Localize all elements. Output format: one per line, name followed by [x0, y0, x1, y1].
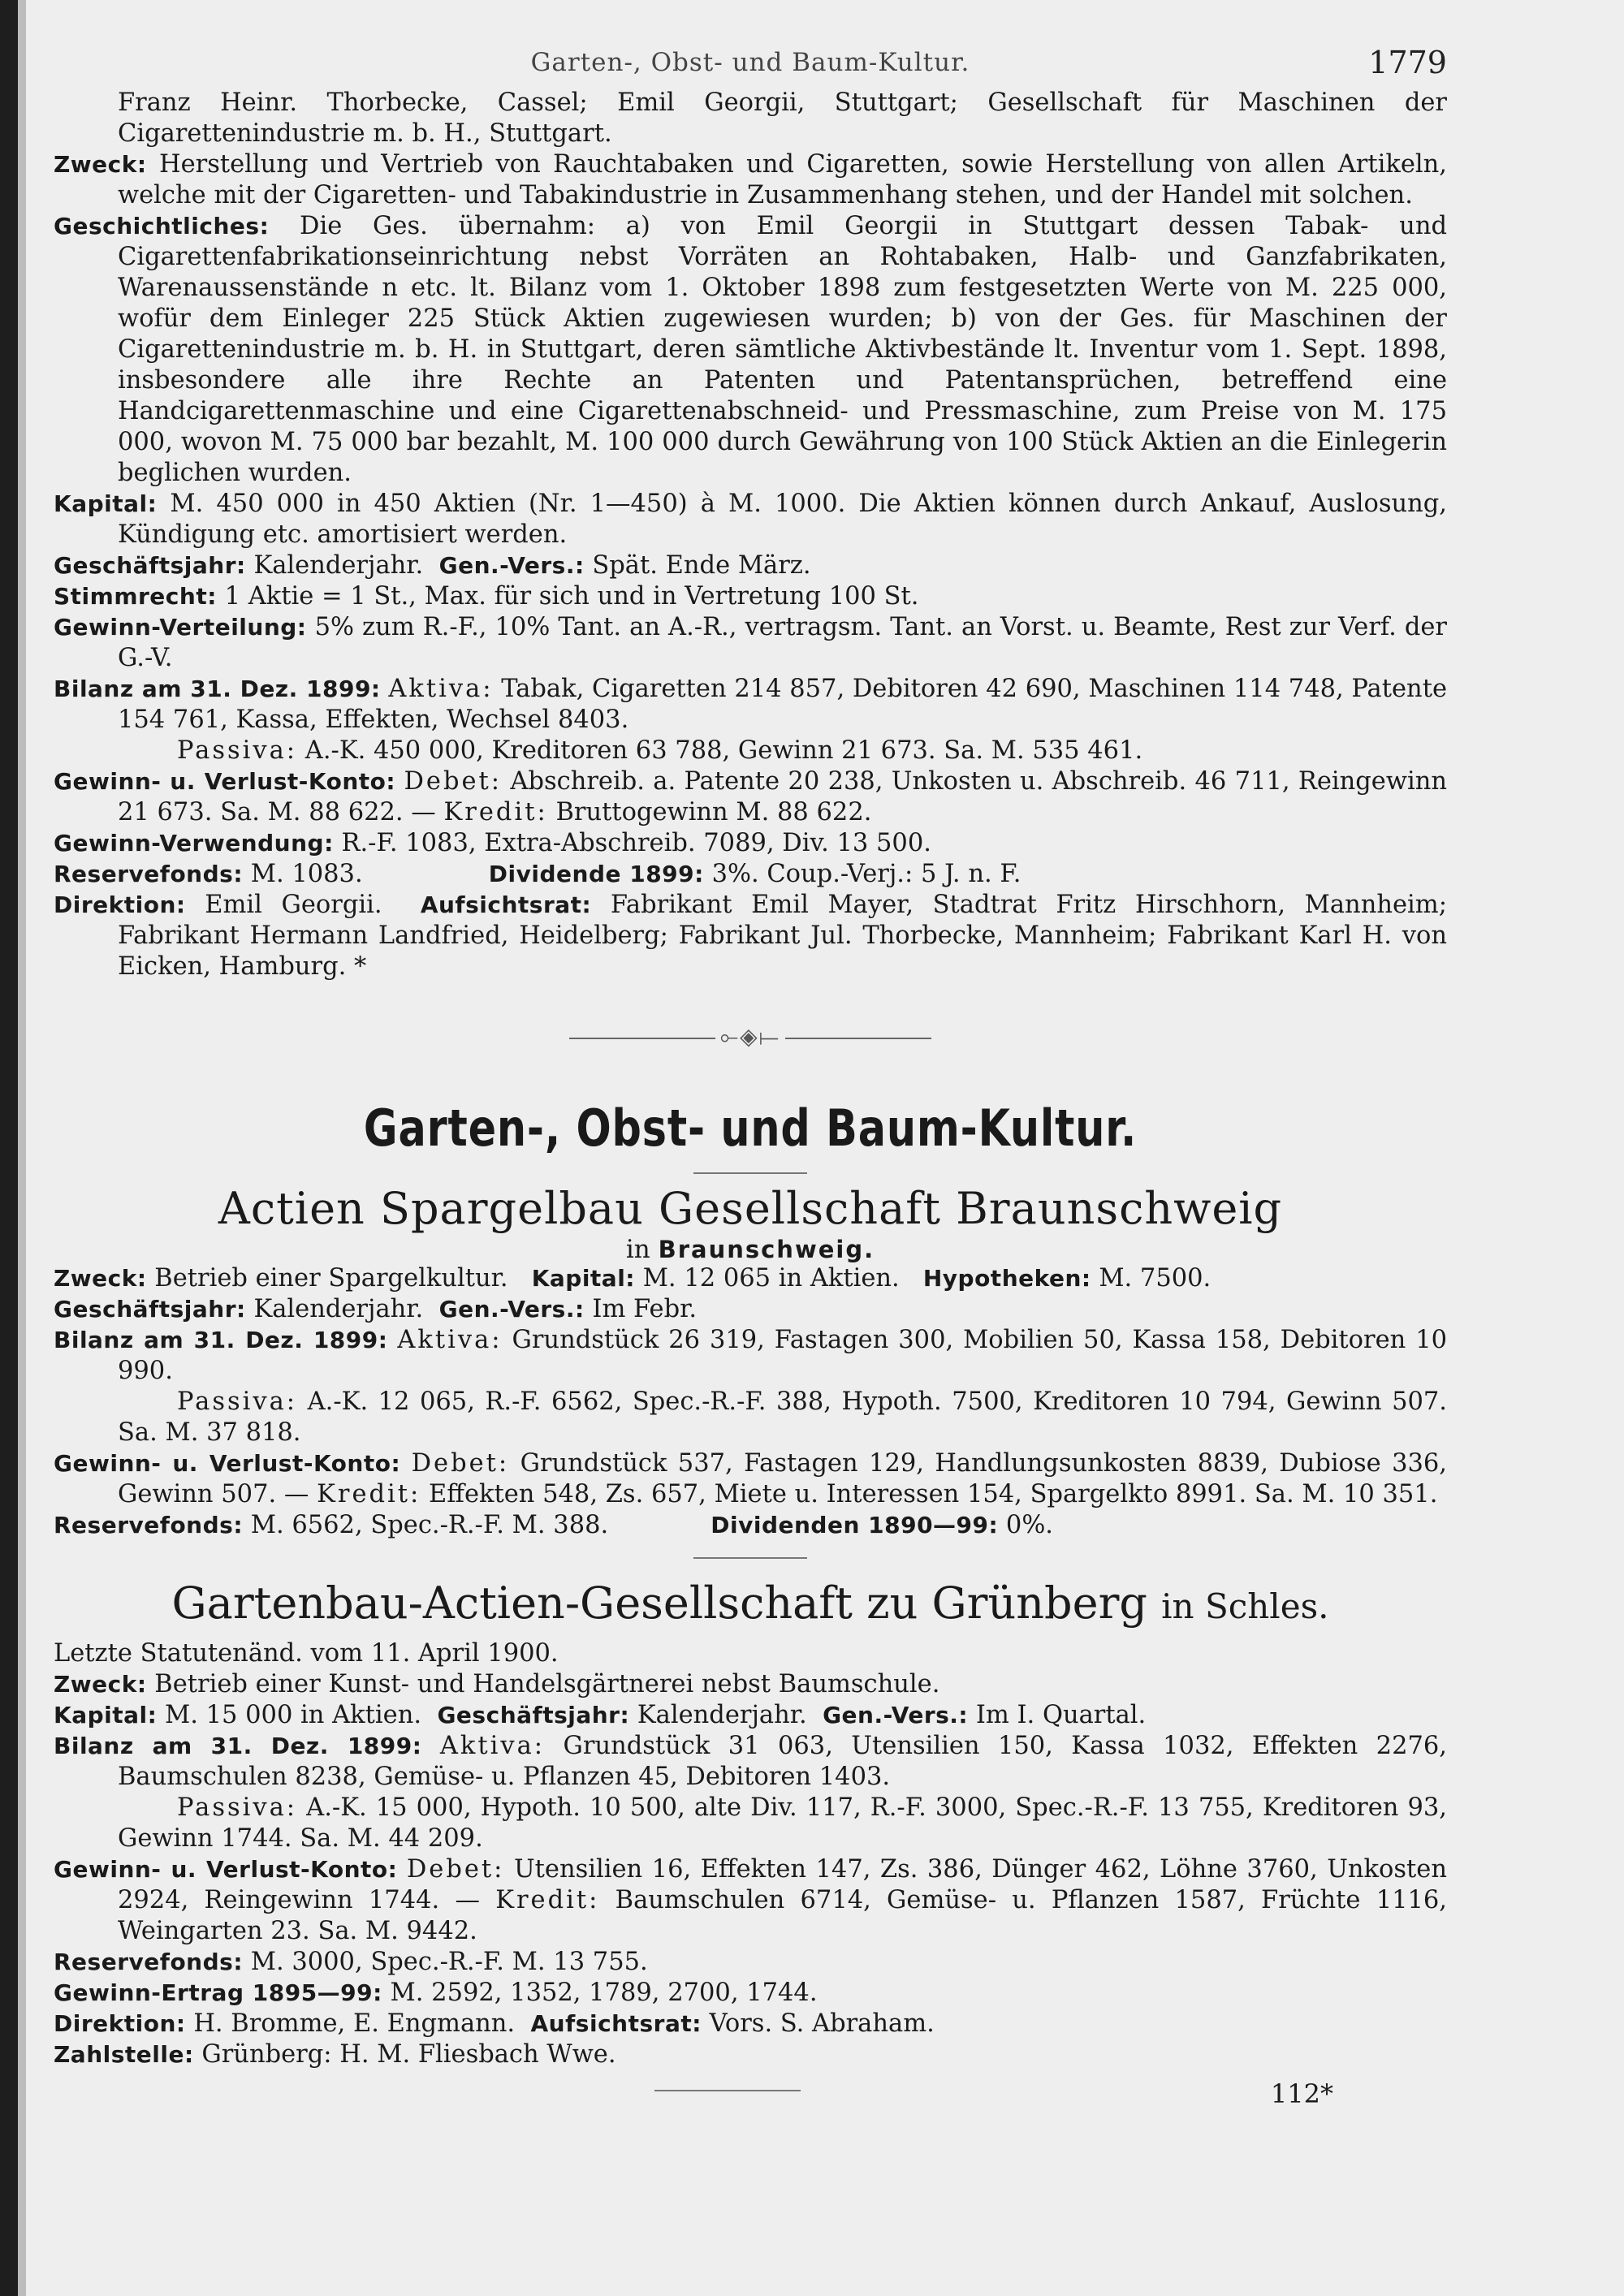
prev-geschaeftsjahr: Geschäftsjahr: Kalenderjahr. Gen.-Vers.: Spät. Ende März. — [54, 551, 811, 580]
c2-kapital: Kapital: M. 15 000 in Aktien. Geschäftsjahr: Kalenderjahr. Gen.-Vers.: Im I. Quartal. — [54, 1701, 1147, 1729]
signature-mark: 112* — [1270, 2078, 1333, 2109]
ornament-divider: ⟜◈⟝ — [54, 1021, 1447, 1052]
prev-bilanz-passiva: Passiva: A.-K. 450 000, Kreditoren 63 788, Gewinn 21 673. Sa. M. 535 461. — [177, 736, 1143, 765]
c1-bilanz-passiva: Passiva: A.-K. 12 065, R.-F. 6562, Spec.-R.-F. 388, Hypoth. 7500, Kreditoren 10 794, Gewinn 507. Sa. M. 37 818. — [118, 1388, 1447, 1447]
prev-gewinn-verwendung: Gewinn-Verwendung: R.-F. 1083, Extra-Abschreib. 7089, Div. 13 500. — [54, 829, 931, 857]
prev-geschichte: Geschichtliches: Die Ges. übernahm: a) von Emil Georgii in Stuttgart dessen Tabak- und Cigarettenfabrikationseinrichtung nebst Vorräten an Rohtabaken, Halb- und Ganzfabrikaten, Warenaussenstände n etc. lt. Bilanz vom 1. Oktober 1898 zum festgesetzten Werte von M. 225 000, wofür dem Einleger 225 Stück Aktien zugewiesen wurden; b) von der Ges. für Maschinen der Cigarettenindustrie m. b. H. in Stuttgart, deren sämtliche Aktivbestände lt. Inventur vom 1. Sept. 1898, insbesondere alle ihre Rechte an Patenten und Patentansprüchen, betreffend eine Handcigarettenmaschine und eine Cigarettenabschneid- und Pressmaschine, zum Preise von M. 175 000, wovon M. 75 000 bar bezahlt, M. 100 000 durch Gewährung von 100 Stück Aktien an die Einlegerin beglichen wurden. — [54, 212, 1447, 487]
c2-zweck: Zweck: Betrieb einer Kunst- und Handelsgärtnerei nebst Baumschule. — [54, 1670, 940, 1698]
section-title: Garten-, Obst- und Baum-Kultur. — [363, 1098, 1138, 1158]
company-rule — [693, 1557, 807, 1559]
running-header — [54, 47, 1447, 88]
c1-guv: Gewinn- u. Verlust-Konto: Debet: Grundstück 537, Fastagen 129, Handlungsunkosten 8839, Dubiose 336, Gewinn 507. — Kredit: Effekten 548, Zs. 657, Miete u. Interessen 154, Spargelkto 8991. Sa. M. 10 351. — [54, 1449, 1447, 1508]
c2-bilanz-passiva: Passiva: A.-K. 15 000, Hypoth. 10 500, alte Div. 117, R.-F. 3000, Spec.-R.-F. 13 755, Kreditoren 93, Gewinn 1744. Sa. M. 44 209. — [118, 1793, 1447, 1853]
prev-kapital: Kapital: M. 450 000 in 450 Aktien (Nr. 1—450) à M. 1000. Die Aktien können durch Ankauf, Auslosung, Kündigung etc. amortisiert werden. — [54, 490, 1447, 549]
prev-gewinn-verteilung: Gewinn-Verteilung: 5% zum R.-F., 10% Tant. an A.-R., vertragsm. Tant. an Vorst. u. Beamte, Rest zur Verf. der G.-V. — [54, 613, 1448, 672]
prev-guv: Gewinn- u. Verlust-Konto: Debet: Abschreib. a. Patente 20 238, Unkosten u. Abschreib. 46 711, Reingewinn 21 673. Sa. M. 88 622. — Kredit: Bruttogewinn M. 88 622. — [54, 767, 1447, 826]
footer-rule — [654, 2090, 801, 2091]
prev-stimmrecht: Stimmrecht: 1 Aktie = 1 St., Max. für sich und in Vertretung 100 St. — [54, 582, 919, 611]
company-title-spargelbau: Actien Spargelbau Gesellschaft Braunschweig — [218, 1183, 1283, 1234]
prev-zweck: Zweck: Herstellung und Vertrieb von Rauchtabaken und Cigaretten, sowie Herstellung von allen Artikeln, welche mit der Cigaretten- und Tabakindustrie in Zusammenhang stehen, und der Handel mit solchen. — [54, 150, 1447, 209]
c2-reservefonds: Reservefonds: M. 3000, Spec.-R.-F. M. 13 755. — [54, 1948, 648, 1976]
scan-edge-light — [18, 0, 26, 2296]
prev-direktion: Direktion: Emil Georgii. Aufsichtsrat: Fabrikant Emil Mayer, Stadtrat Fritz Hirschhorn, Mannheim; Fabrikant Hermann Landfried, Heidelberg; Fabrikant Jul. Thorbecke, Mannheim; Fabrikant Karl H. von Eicken, Hamburg. * — [54, 891, 1447, 981]
c2-direktion: Direktion: H. Bromme, E. Engmann. Aufsichtsrat: Vors. S. Abraham. — [54, 2009, 935, 2038]
company-city-spargelbau: in Braunschweig. — [625, 1235, 875, 1264]
prev-reservefonds: Reservefonds: M. 1083. Dividende 1899: 3%. Coup.-Verj.: 5 J. n. F. — [54, 860, 1021, 888]
c1-bilanz-aktiva: Bilanz am 31. Dez. 1899: Aktiva: Grundstück 26 319, Fastagen 300, Mobilien 50, Kassa 158, Debitoren 10 990. — [54, 1326, 1448, 1385]
page — [54, 47, 1447, 2127]
prev-bilanz-aktiva: Bilanz am 31. Dez. 1899: Aktiva: Tabak, Cigaretten 214 857, Debitoren 42 690, Maschinen 114 748, Patente 154 761, Kassa, Effekten, Wechsel 8403. — [54, 675, 1447, 734]
page-footer — [54, 2078, 1447, 2127]
c2-zahlstelle: Zahlstelle: Grünberg: H. M. Fliesbach Wwe. — [54, 2040, 616, 2069]
c2-guv: Gewinn- u. Verlust-Konto: Debet: Utensilien 16, Effekten 147, Zs. 386, Dünger 462, Löhne 3760, Unkosten 2924, Reingewinn 1744. — Kredit: Baumschulen 6714, Gemüse- u. Pflanzen 1587, Früchte 1116, Weingarten 23. Sa. M. 9442. — [54, 1855, 1448, 1945]
c1-zweck: Zweck: Betrieb einer Spargelkultur. Kapital: M. 12 065 in Aktien. Hypotheken: M. 7500. — [54, 1264, 1212, 1293]
running-title: Garten-, Obst- und Baum-Kultur. — [530, 48, 970, 77]
c2-bilanz-aktiva: Bilanz am 31. Dez. 1899: Aktiva: Grundstück 31 063, Utensilien 150, Kassa 1032, Effekten 2276, Baumschulen 8238, Gemüse- u. Pflanzen 45, Debitoren 1403. — [54, 1732, 1447, 1791]
page-number: 1779 — [1368, 45, 1447, 80]
c2-gewinn-ertrag: Gewinn-Ertrag 1895—99: M. 2592, 1352, 1789, 2700, 1744. — [54, 1979, 818, 2007]
prev-intro: Franz Heinr. Thorbecke, Cassel; Emil Georgii, Stuttgart; Gesellschaft für Maschinen der Cigarettenindustrie m. b. H., Stuttgart. — [118, 88, 1447, 148]
c2-statut: Letzte Statutenänd. vom 11. April 1900. — [54, 1639, 559, 1668]
scan-edge-dark — [0, 0, 18, 2296]
c1-reservefonds: Reservefonds: M. 6562, Spec.-R.-F. M. 388. Dividenden 1890—99: 0%. — [54, 1511, 1054, 1539]
section-rule — [693, 1172, 807, 1174]
company-title-gruenberg: Gartenbau-Actien-Gesellschaft zu Grünberg in Schles. — [171, 1577, 1329, 1629]
c1-geschaeftsjahr: Geschäftsjahr: Kalenderjahr. Gen.-Vers.: Im Febr. — [54, 1295, 698, 1323]
